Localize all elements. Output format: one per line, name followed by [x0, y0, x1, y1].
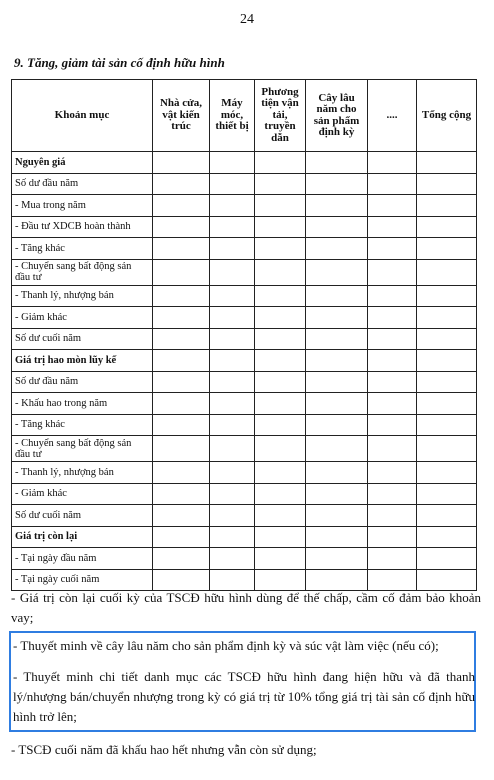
- table-cell: [153, 195, 210, 217]
- row-label: - Thanh lý, nhượng bán: [12, 462, 153, 484]
- row-label: Số dư cuối năm: [12, 505, 153, 527]
- row-label: Giá trị hao mòn lũy kế: [12, 350, 153, 372]
- table-cell: [210, 285, 255, 307]
- table-cell: [210, 216, 255, 238]
- table-cell: [417, 216, 477, 238]
- table-cell: [153, 285, 210, 307]
- table-cell: [153, 328, 210, 350]
- table-cell: [306, 216, 368, 238]
- table-cell: [210, 526, 255, 548]
- row-label: - Khấu hao trong năm: [12, 393, 153, 415]
- table-cell: [306, 548, 368, 570]
- table-cell: [210, 462, 255, 484]
- table-cell: [255, 505, 306, 527]
- row-label: - Tại ngày cuối năm: [12, 569, 153, 591]
- table-cell: [306, 393, 368, 415]
- row-label: - Chuyển sang bất động sản đầu tư: [12, 436, 153, 462]
- row-label: - Giảm khác: [12, 483, 153, 505]
- table-cell: [368, 195, 417, 217]
- table-cell: [153, 483, 210, 505]
- table-cell: [255, 371, 306, 393]
- header-total: Tổng cộng: [417, 80, 477, 152]
- row-label: Giá trị còn lại: [12, 526, 153, 548]
- table-cell: [368, 483, 417, 505]
- table-cell: [306, 328, 368, 350]
- row-label: - Mua trong năm: [12, 195, 153, 217]
- table-cell: [153, 526, 210, 548]
- row-label: Nguyên giá: [12, 152, 153, 174]
- table-row: [12, 393, 477, 415]
- table-cell: [255, 526, 306, 548]
- table-row: [12, 152, 477, 174]
- table-header-row: [12, 80, 477, 152]
- table-cell: [255, 152, 306, 174]
- row-label: - Thanh lý, nhượng bán: [12, 285, 153, 307]
- table-cell: [306, 414, 368, 436]
- table-cell: [368, 307, 417, 329]
- table-cell: [306, 371, 368, 393]
- table-cell: [306, 285, 368, 307]
- table-row: [12, 238, 477, 260]
- note-disposal: - Thuyết minh chi tiết danh mục các TSCĐ hữu hình đang hiện hữu và đã thanh lý/nhượng bán/chuyển nhượng trong kỳ có giá trị từ 10% tổng giá trị tài sản cố định hữu hình trở lên;: [13, 669, 475, 724]
- table-cell: [153, 548, 210, 570]
- table-row: [12, 505, 477, 527]
- fixed-assets-table: [11, 79, 477, 591]
- table-row: [12, 307, 477, 329]
- table-cell: [417, 414, 477, 436]
- table-cell: [368, 548, 417, 570]
- header-buildings: Nhà cửa, vật kiến trúc: [153, 80, 210, 152]
- table-cell: [306, 436, 368, 462]
- note-fully-depreciated: - TSCĐ cuối năm đã khấu hao hết nhưng vẫn còn sử dụng;: [11, 742, 317, 757]
- table-cell: [255, 462, 306, 484]
- table-row: [12, 328, 477, 350]
- table-cell: [153, 238, 210, 260]
- row-label: Số dư cuối năm: [12, 328, 153, 350]
- table-cell: [306, 259, 368, 285]
- table-cell: [153, 436, 210, 462]
- table-cell: [153, 152, 210, 174]
- table-cell: [306, 195, 368, 217]
- table-cell: [306, 307, 368, 329]
- page-number: 24: [240, 12, 254, 27]
- table-row: [12, 436, 477, 462]
- header-other: ....: [368, 80, 417, 152]
- table-cell: [368, 526, 417, 548]
- table-cell: [210, 371, 255, 393]
- table-cell: [153, 173, 210, 195]
- table-row: [12, 483, 477, 505]
- table-cell: [306, 505, 368, 527]
- table-cell: [417, 285, 477, 307]
- header-item: Khoản mục: [12, 80, 153, 152]
- table-row: [12, 526, 477, 548]
- note-perennial: - Thuyết minh về cây lâu năm cho sản phẩm định kỳ và súc vật làm việc (nếu có);: [13, 638, 439, 653]
- table-row: [12, 371, 477, 393]
- table-cell: [417, 259, 477, 285]
- table-row: [12, 414, 477, 436]
- table-cell: [368, 505, 417, 527]
- table-cell: [306, 462, 368, 484]
- table-row: [12, 259, 477, 285]
- table-cell: [255, 414, 306, 436]
- table-cell: [368, 462, 417, 484]
- table-cell: [417, 371, 477, 393]
- table-cell: [417, 173, 477, 195]
- table-row: [12, 548, 477, 570]
- table-cell: [368, 393, 417, 415]
- row-label: - Tăng khác: [12, 414, 153, 436]
- table-cell: [153, 259, 210, 285]
- table-cell: [210, 173, 255, 195]
- table-cell: [417, 393, 477, 415]
- table-cell: [255, 436, 306, 462]
- table-cell: [417, 307, 477, 329]
- table-cell: [255, 548, 306, 570]
- table-cell: [368, 152, 417, 174]
- row-label: - Chuyển sang bất động sản đầu tư: [12, 259, 153, 285]
- table-cell: [255, 483, 306, 505]
- row-label: - Tại ngày đầu năm: [12, 548, 153, 570]
- table-cell: [210, 505, 255, 527]
- table-cell: [255, 350, 306, 372]
- table-cell: [417, 328, 477, 350]
- table-cell: [417, 152, 477, 174]
- table-cell: [255, 238, 306, 260]
- table-cell: [210, 414, 255, 436]
- table-cell: [255, 307, 306, 329]
- table-row: [12, 350, 477, 372]
- table-row: [12, 462, 477, 484]
- table-cell: [255, 259, 306, 285]
- table-cell: [210, 152, 255, 174]
- table-cell: [417, 436, 477, 462]
- table-cell: [368, 285, 417, 307]
- table-cell: [368, 173, 417, 195]
- row-label: - Đầu tư XDCB hoàn thành: [12, 216, 153, 238]
- table-cell: [153, 393, 210, 415]
- table-cell: [210, 307, 255, 329]
- row-label: - Tăng khác: [12, 238, 153, 260]
- table-cell: [417, 505, 477, 527]
- table-cell: [210, 259, 255, 285]
- table-cell: [417, 350, 477, 372]
- table-cell: [417, 238, 477, 260]
- header-machinery: Máy móc, thiết bị: [210, 80, 255, 152]
- table-cell: [153, 371, 210, 393]
- table-cell: [306, 173, 368, 195]
- row-label: Số dư đầu năm: [12, 173, 153, 195]
- note-collateral: - Giá trị còn lại cuối kỳ của TSCĐ hữu hình dùng để thế chấp, cầm cố đảm bảo khoản vay;: [11, 590, 481, 625]
- table-cell: [153, 505, 210, 527]
- table-cell: [210, 548, 255, 570]
- table-cell: [255, 328, 306, 350]
- header-vehicles: Phương tiện vận tải, truyền dẫn: [255, 80, 306, 152]
- table-cell: [255, 195, 306, 217]
- table-cell: [417, 483, 477, 505]
- table-row: [12, 285, 477, 307]
- table-cell: [255, 216, 306, 238]
- table-cell: [153, 462, 210, 484]
- table-cell: [210, 195, 255, 217]
- table-cell: [417, 526, 477, 548]
- table-cell: [417, 195, 477, 217]
- table-cell: [368, 371, 417, 393]
- table-cell: [153, 307, 210, 329]
- table-cell: [210, 328, 255, 350]
- row-label: - Giảm khác: [12, 307, 153, 329]
- table-cell: [210, 436, 255, 462]
- table-cell: [306, 526, 368, 548]
- table-cell: [368, 436, 417, 462]
- table-cell: [306, 238, 368, 260]
- table-cell: [255, 285, 306, 307]
- section-title: 9. Tăng, giảm tài sản cố định hữu hình: [14, 55, 225, 70]
- table-row: [12, 173, 477, 195]
- table-cell: [368, 216, 417, 238]
- table-cell: [153, 350, 210, 372]
- table-cell: [368, 414, 417, 436]
- table-cell: [368, 238, 417, 260]
- table-cell: [368, 328, 417, 350]
- table-cell: [306, 483, 368, 505]
- table-cell: [210, 238, 255, 260]
- table-row: [12, 216, 477, 238]
- table-cell: [153, 414, 210, 436]
- table-row: [12, 195, 477, 217]
- row-label: Số dư đầu năm: [12, 371, 153, 393]
- table-cell: [417, 548, 477, 570]
- table-cell: [368, 350, 417, 372]
- table-cell: [210, 393, 255, 415]
- table-body: [12, 152, 477, 591]
- table-cell: [153, 216, 210, 238]
- table-cell: [255, 393, 306, 415]
- table-cell: [368, 259, 417, 285]
- table-cell: [210, 483, 255, 505]
- table-cell: [306, 152, 368, 174]
- table-cell: [255, 173, 306, 195]
- table-cell: [306, 350, 368, 372]
- table-cell: [210, 350, 255, 372]
- table-cell: [417, 462, 477, 484]
- header-perennial-trees: Cây lâu năm cho sản phẩm định kỳ: [306, 80, 368, 152]
